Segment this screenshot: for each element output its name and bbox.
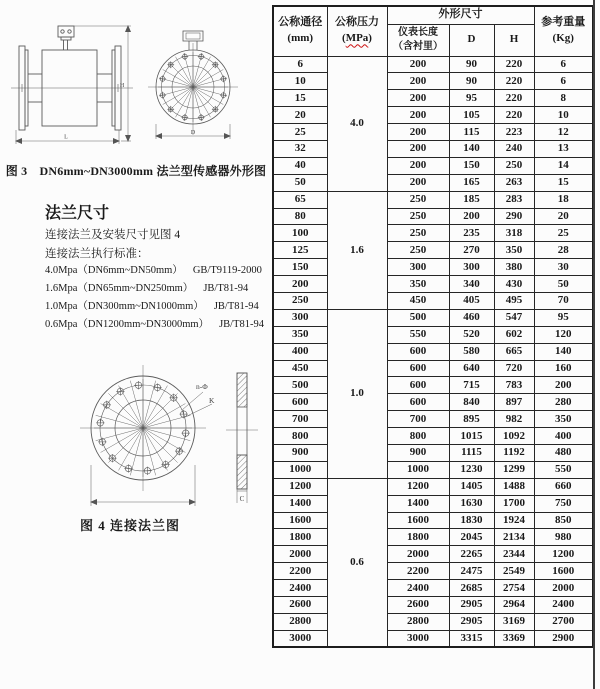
table-row bbox=[273, 140, 593, 157]
cell-h: 897 bbox=[494, 394, 534, 411]
cell-weight: 2400 bbox=[534, 597, 593, 614]
cell-h: 1924 bbox=[494, 512, 534, 529]
cell-nominal-diameter: 125 bbox=[273, 242, 327, 259]
table-row bbox=[273, 73, 593, 90]
cell-d: 185 bbox=[449, 191, 494, 208]
cell-meter-length: 2800 bbox=[387, 613, 449, 630]
cell-h: 547 bbox=[494, 309, 534, 326]
cell-d: 2045 bbox=[449, 529, 494, 546]
dim-label-diameter: D bbox=[190, 130, 196, 136]
cell-meter-length: 1400 bbox=[387, 495, 449, 512]
cell-meter-length: 350 bbox=[387, 276, 449, 293]
figure4-caption: 图 4 连接法兰图 bbox=[80, 518, 181, 533]
cell-weight: 660 bbox=[534, 478, 593, 495]
cell-d: 1230 bbox=[449, 461, 494, 478]
cell-weight: 15 bbox=[534, 174, 593, 191]
cell-nominal-diameter: 1400 bbox=[273, 495, 327, 512]
cell-nominal-diameter: 6 bbox=[273, 56, 327, 73]
dimensions-table bbox=[272, 5, 594, 648]
cell-meter-length: 250 bbox=[387, 242, 449, 259]
cell-weight: 1200 bbox=[534, 546, 593, 563]
table-row bbox=[273, 613, 593, 630]
cell-weight: 13 bbox=[534, 140, 593, 157]
cell-weight: 1600 bbox=[534, 563, 593, 580]
cell-nominal-diameter: 2000 bbox=[273, 546, 327, 563]
cell-h: 220 bbox=[494, 107, 534, 124]
cell-nominal-diameter: 2400 bbox=[273, 580, 327, 597]
cell-h: 1092 bbox=[494, 428, 534, 445]
cell-h: 223 bbox=[494, 124, 534, 141]
cell-weight: 95 bbox=[534, 309, 593, 326]
cell-nominal-diameter: 1800 bbox=[273, 529, 327, 546]
standard-spec: 1.6Mpa（DN65mm~DN250mm） bbox=[45, 283, 194, 294]
table-row bbox=[273, 157, 593, 174]
table-row bbox=[273, 326, 593, 343]
cell-weight: 850 bbox=[534, 512, 593, 529]
cell-nominal-diameter: 200 bbox=[273, 276, 327, 293]
cell-d: 715 bbox=[449, 377, 494, 394]
table-row bbox=[273, 309, 593, 326]
header-d: D bbox=[449, 24, 494, 56]
cell-nominal-pressure: 1.0 bbox=[327, 309, 387, 478]
standard-code: JB/T81-94 bbox=[213, 301, 259, 312]
label-thickness: C bbox=[239, 495, 245, 503]
cell-nominal-diameter: 1600 bbox=[273, 512, 327, 529]
cell-meter-length: 450 bbox=[387, 292, 449, 309]
cell-h: 495 bbox=[494, 292, 534, 309]
cell-h: 2134 bbox=[494, 529, 534, 546]
cell-weight: 350 bbox=[534, 411, 593, 428]
cell-d: 2905 bbox=[449, 597, 494, 614]
table-row bbox=[273, 411, 593, 428]
cell-meter-length: 1600 bbox=[387, 512, 449, 529]
cell-weight: 8 bbox=[534, 90, 593, 107]
sensor-side-view bbox=[11, 26, 133, 130]
dim-label-length: L bbox=[64, 134, 68, 141]
cell-nominal-diameter: 80 bbox=[273, 208, 327, 225]
label-bolt-circle: K bbox=[209, 396, 215, 405]
cell-meter-length: 550 bbox=[387, 326, 449, 343]
cell-meter-length: 200 bbox=[387, 56, 449, 73]
table-row bbox=[273, 495, 593, 512]
cell-meter-length: 3000 bbox=[387, 630, 449, 647]
header-nominal-diameter: 公称通径 (mm) bbox=[273, 6, 327, 56]
cell-h: 350 bbox=[494, 242, 534, 259]
cell-d: 1830 bbox=[449, 512, 494, 529]
standard-code: GB/T9119-2000 bbox=[192, 265, 262, 276]
cell-meter-length: 2000 bbox=[387, 546, 449, 563]
cell-h: 3169 bbox=[494, 613, 534, 630]
cell-h: 290 bbox=[494, 208, 534, 225]
cell-meter-length: 600 bbox=[387, 377, 449, 394]
table-row bbox=[273, 512, 593, 529]
cell-h: 1488 bbox=[494, 478, 534, 495]
cell-h: 318 bbox=[494, 225, 534, 242]
cell-weight: 25 bbox=[534, 225, 593, 242]
standard-spec: 4.0Mpa（DN6mm~DN50mm） bbox=[45, 265, 183, 276]
standard-code: JB/T81-94 bbox=[219, 319, 264, 330]
cell-weight: 400 bbox=[534, 428, 593, 445]
cell-nominal-diameter: 1200 bbox=[273, 478, 327, 495]
cell-meter-length: 200 bbox=[387, 174, 449, 191]
cell-weight: 200 bbox=[534, 377, 593, 394]
cell-nominal-diameter: 700 bbox=[273, 411, 327, 428]
cell-weight: 70 bbox=[534, 292, 593, 309]
cell-h: 1192 bbox=[494, 444, 534, 461]
cell-weight: 10 bbox=[534, 107, 593, 124]
cell-d: 2475 bbox=[449, 563, 494, 580]
cell-weight: 14 bbox=[534, 157, 593, 174]
cell-d: 140 bbox=[449, 140, 494, 157]
cell-weight: 550 bbox=[534, 461, 593, 478]
cell-d: 1630 bbox=[449, 495, 494, 512]
cell-nominal-diameter: 10 bbox=[273, 73, 327, 90]
cell-h: 430 bbox=[494, 276, 534, 293]
cell-nominal-diameter: 65 bbox=[273, 191, 327, 208]
cell-nominal-diameter: 2200 bbox=[273, 563, 327, 580]
cell-nominal-diameter: 100 bbox=[273, 225, 327, 242]
flange-section-view bbox=[226, 373, 258, 503]
cell-nominal-diameter: 20 bbox=[273, 107, 327, 124]
header-outline-dimensions: 外形尺寸 bbox=[387, 6, 534, 24]
flange-note-line1: 连接法兰及安装尺寸见图 4 bbox=[45, 229, 181, 241]
cell-meter-length: 250 bbox=[387, 225, 449, 242]
cell-h: 602 bbox=[494, 326, 534, 343]
cell-meter-length: 600 bbox=[387, 343, 449, 360]
cell-nominal-diameter: 50 bbox=[273, 174, 327, 191]
table-row bbox=[273, 343, 593, 360]
cell-meter-length: 200 bbox=[387, 90, 449, 107]
table-row bbox=[273, 428, 593, 445]
cell-nominal-diameter: 600 bbox=[273, 394, 327, 411]
cell-weight: 980 bbox=[534, 529, 593, 546]
cell-h: 1700 bbox=[494, 495, 534, 512]
table-row bbox=[273, 444, 593, 461]
cell-d: 3315 bbox=[449, 630, 494, 647]
cell-d: 840 bbox=[449, 394, 494, 411]
table-row bbox=[273, 191, 593, 208]
cell-h: 2549 bbox=[494, 563, 534, 580]
cell-nominal-diameter: 25 bbox=[273, 124, 327, 141]
cell-d: 95 bbox=[449, 90, 494, 107]
table-row bbox=[273, 90, 593, 107]
cell-h: 220 bbox=[494, 73, 534, 90]
figure4-drawing bbox=[0, 345, 270, 513]
cell-d: 105 bbox=[449, 107, 494, 124]
standard-row bbox=[45, 262, 262, 277]
cell-meter-length: 600 bbox=[387, 360, 449, 377]
header-reference-weight: 参考重量 (Kg) bbox=[534, 6, 593, 56]
cell-d: 2905 bbox=[449, 613, 494, 630]
cell-nominal-diameter: 800 bbox=[273, 428, 327, 445]
cell-meter-length: 600 bbox=[387, 394, 449, 411]
cell-meter-length: 700 bbox=[387, 411, 449, 428]
cell-meter-length: 250 bbox=[387, 191, 449, 208]
cell-weight: 50 bbox=[534, 276, 593, 293]
cell-weight: 2900 bbox=[534, 630, 593, 647]
table-row bbox=[273, 529, 593, 546]
figure3-drawing bbox=[5, 23, 265, 153]
cell-d: 200 bbox=[449, 208, 494, 225]
cell-h: 263 bbox=[494, 174, 534, 191]
cell-nominal-diameter: 150 bbox=[273, 259, 327, 276]
cell-weight: 750 bbox=[534, 495, 593, 512]
cell-weight: 280 bbox=[534, 394, 593, 411]
table-row bbox=[273, 546, 593, 563]
cell-d: 405 bbox=[449, 292, 494, 309]
standard-row bbox=[45, 280, 248, 295]
header-meter-length: 仪表长度 （含衬里） bbox=[387, 24, 449, 56]
cell-meter-length: 800 bbox=[387, 428, 449, 445]
cell-weight: 28 bbox=[534, 242, 593, 259]
cell-nominal-diameter: 300 bbox=[273, 309, 327, 326]
cell-meter-length: 2600 bbox=[387, 597, 449, 614]
cell-weight: 160 bbox=[534, 360, 593, 377]
cell-weight: 18 bbox=[534, 191, 593, 208]
cell-d: 1405 bbox=[449, 478, 494, 495]
cell-d: 165 bbox=[449, 174, 494, 191]
cell-h: 380 bbox=[494, 259, 534, 276]
cell-d: 340 bbox=[449, 276, 494, 293]
cell-h: 2964 bbox=[494, 597, 534, 614]
table-row bbox=[273, 630, 593, 647]
cell-d: 580 bbox=[449, 343, 494, 360]
page-edge-line bbox=[593, 0, 595, 689]
cell-nominal-diameter: 40 bbox=[273, 157, 327, 174]
cell-nominal-diameter: 3000 bbox=[273, 630, 327, 647]
table-row bbox=[273, 580, 593, 597]
cell-meter-length: 300 bbox=[387, 259, 449, 276]
table-body bbox=[273, 56, 593, 647]
cell-h: 2754 bbox=[494, 580, 534, 597]
cell-weight: 30 bbox=[534, 259, 593, 276]
cell-weight: 140 bbox=[534, 343, 593, 360]
table-row bbox=[273, 107, 593, 124]
cell-nominal-diameter: 32 bbox=[273, 140, 327, 157]
table-row bbox=[273, 242, 593, 259]
cell-meter-length: 1000 bbox=[387, 461, 449, 478]
table-row bbox=[273, 225, 593, 242]
flange-front-view bbox=[80, 365, 212, 491]
flange-section-heading: 法兰尺寸 bbox=[45, 205, 110, 222]
cell-nominal-diameter: 350 bbox=[273, 326, 327, 343]
table-row bbox=[273, 259, 593, 276]
cell-h: 783 bbox=[494, 377, 534, 394]
table-row bbox=[273, 597, 593, 614]
cell-meter-length: 1200 bbox=[387, 478, 449, 495]
cell-d: 150 bbox=[449, 157, 494, 174]
cell-d: 520 bbox=[449, 326, 494, 343]
cell-d: 2685 bbox=[449, 580, 494, 597]
cell-weight: 120 bbox=[534, 326, 593, 343]
standard-code: JB/T81-94 bbox=[203, 283, 249, 294]
cell-nominal-diameter: 15 bbox=[273, 90, 327, 107]
cell-h: 220 bbox=[494, 56, 534, 73]
standard-spec: 1.0Mpa（DN300mm~DN1000mm） bbox=[45, 301, 204, 312]
table-row bbox=[273, 276, 593, 293]
cell-meter-length: 1800 bbox=[387, 529, 449, 546]
cell-nominal-pressure: 4.0 bbox=[327, 56, 387, 191]
cell-meter-length: 2400 bbox=[387, 580, 449, 597]
standard-spec: 0.6Mpa（DN1200mm~DN3000mm） bbox=[45, 319, 210, 330]
cell-meter-length: 200 bbox=[387, 157, 449, 174]
figure3-caption: 图 3 DN6mm~DN3000mm 法兰型传感器外形图 bbox=[5, 164, 267, 178]
cell-h: 220 bbox=[494, 90, 534, 107]
cell-d: 640 bbox=[449, 360, 494, 377]
standard-row bbox=[45, 316, 264, 331]
table-row bbox=[273, 563, 593, 580]
cell-meter-length: 200 bbox=[387, 124, 449, 141]
cell-nominal-pressure: 0.6 bbox=[327, 478, 387, 647]
cell-weight: 2000 bbox=[534, 580, 593, 597]
cell-d: 1115 bbox=[449, 444, 494, 461]
cell-h: 720 bbox=[494, 360, 534, 377]
label-bolts: n-Φ bbox=[196, 382, 208, 391]
table-row bbox=[273, 208, 593, 225]
cell-weight: 480 bbox=[534, 444, 593, 461]
table-row bbox=[273, 377, 593, 394]
cell-nominal-diameter: 2800 bbox=[273, 613, 327, 630]
cell-weight: 20 bbox=[534, 208, 593, 225]
cell-meter-length: 2200 bbox=[387, 563, 449, 580]
table-row bbox=[273, 394, 593, 411]
cell-nominal-diameter: 2600 bbox=[273, 597, 327, 614]
spellcheck-underline: MPa bbox=[345, 32, 369, 45]
cell-nominal-diameter: 1000 bbox=[273, 461, 327, 478]
cell-h: 283 bbox=[494, 191, 534, 208]
cell-meter-length: 900 bbox=[387, 444, 449, 461]
header-nominal-pressure: 公称压力 (MPa) bbox=[327, 6, 387, 56]
cell-meter-length: 250 bbox=[387, 208, 449, 225]
flange-note-line2: 连接法兰执行标准： bbox=[45, 248, 149, 260]
cell-meter-length: 200 bbox=[387, 107, 449, 124]
cell-d: 895 bbox=[449, 411, 494, 428]
cell-d: 1015 bbox=[449, 428, 494, 445]
table-row bbox=[273, 461, 593, 478]
cell-weight: 6 bbox=[534, 56, 593, 73]
table-row bbox=[273, 124, 593, 141]
cell-h: 2344 bbox=[494, 546, 534, 563]
cell-weight: 6 bbox=[534, 73, 593, 90]
cell-h: 250 bbox=[494, 157, 534, 174]
cell-nominal-diameter: 900 bbox=[273, 444, 327, 461]
cell-d: 300 bbox=[449, 259, 494, 276]
cell-h: 3369 bbox=[494, 630, 534, 647]
cell-d: 2265 bbox=[449, 546, 494, 563]
cell-d: 270 bbox=[449, 242, 494, 259]
table-row bbox=[273, 292, 593, 309]
cell-h: 982 bbox=[494, 411, 534, 428]
cell-meter-length: 200 bbox=[387, 73, 449, 90]
cell-nominal-diameter: 450 bbox=[273, 360, 327, 377]
dim-label-height: H bbox=[119, 83, 125, 89]
cell-d: 460 bbox=[449, 309, 494, 326]
cell-weight: 12 bbox=[534, 124, 593, 141]
cell-meter-length: 200 bbox=[387, 140, 449, 157]
cell-d: 90 bbox=[449, 73, 494, 90]
cell-h: 1299 bbox=[494, 461, 534, 478]
cell-weight: 2700 bbox=[534, 613, 593, 630]
table-row bbox=[273, 478, 593, 495]
cell-nominal-diameter: 250 bbox=[273, 292, 327, 309]
cell-nominal-diameter: 500 bbox=[273, 377, 327, 394]
cell-d: 115 bbox=[449, 124, 494, 141]
header-h: H bbox=[494, 24, 534, 56]
cell-d: 235 bbox=[449, 225, 494, 242]
table-row bbox=[273, 56, 593, 73]
cell-nominal-diameter: 400 bbox=[273, 343, 327, 360]
cell-nominal-pressure: 1.6 bbox=[327, 191, 387, 309]
cell-d: 90 bbox=[449, 56, 494, 73]
cell-h: 665 bbox=[494, 343, 534, 360]
standard-row bbox=[45, 298, 259, 313]
cell-meter-length: 500 bbox=[387, 309, 449, 326]
cell-h: 240 bbox=[494, 140, 534, 157]
sensor-front-view bbox=[148, 31, 238, 135]
table-row bbox=[273, 174, 593, 191]
table-row bbox=[273, 360, 593, 377]
